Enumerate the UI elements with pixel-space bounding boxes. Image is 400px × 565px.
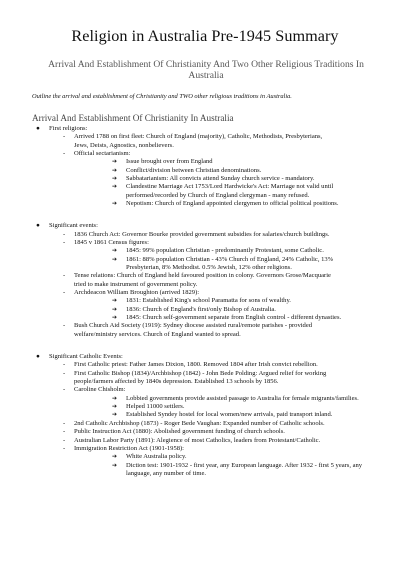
list-item: ➔ Helped 11000 settlers. <box>112 403 185 411</box>
arrow-icon: ➔ <box>112 167 118 174</box>
arrow-icon: ➔ <box>112 256 118 263</box>
page-title: Religion in Australia Pre-1945 Summary <box>71 27 339 45</box>
list-item: ● Significant events: <box>36 222 98 230</box>
dash-icon: - <box>63 444 66 452</box>
dash-icon: - <box>63 428 66 436</box>
list-item: - Bush Church Aid Society (1919): Sydney diocese assisted rural/remote parishes - provided <box>63 322 313 330</box>
section-heading: Arrival And Establishment Of Christianity In Australia <box>32 112 234 123</box>
list-item: - 2nd Catholic Archbishop (1873) - Roger Bede Vaughan: Expanded number of Catholic schools. <box>63 419 325 427</box>
list-item: - First Catholic Bishop (1834)/Archbishop (1842) - John Bede Polding: Argued relief for working <box>63 369 327 377</box>
list-item: - Caroline Chisholm: <box>63 386 126 394</box>
list-item: ➔ Clandestine Marriage Act 1753/Lord Hardwicke's Act: Marriage not valid until <box>112 183 334 191</box>
arrow-icon: ➔ <box>112 315 118 322</box>
arrow-icon: ➔ <box>112 159 118 166</box>
list-item: ➔ 1845: Church self-government separate from English control - different dynasties. <box>112 314 342 322</box>
dash-icon: - <box>63 289 66 296</box>
list-item: ● First religions: <box>36 124 88 132</box>
list-item: - 1845 v 1861 Census figures: <box>63 238 149 246</box>
list-item: ➔ 1831: Established King's school Paramatta for sons of wealthy. <box>112 297 291 305</box>
arrow-icon: ➔ <box>112 306 118 313</box>
list-item: ➔ Conflict/division between Christian denominations. <box>112 166 262 174</box>
arrow-icon: ➔ <box>112 175 118 182</box>
bullet-icon: ● <box>36 353 40 361</box>
dash-icon: - <box>63 230 66 238</box>
list-item-continued: Jews, Deists, Agnostics, nonbelievers. <box>74 141 174 149</box>
arrow-icon: ➔ <box>112 412 118 419</box>
list-item: ➔ 1845: 99% population Christian - predominantly Protestant, some Catholic. <box>112 247 324 255</box>
list-item: - Public Instruction Act (1880): Abolished government funding of church schools. <box>63 428 285 436</box>
section-significant-events <box>24 222 386 339</box>
dash-icon: - <box>63 238 66 246</box>
arrow-icon: ➔ <box>112 298 118 305</box>
dash-icon: - <box>63 149 66 157</box>
lead-question: Outline the arrival and establishment of Christianity and TWO other religious traditions in Australia. <box>32 92 292 100</box>
list-item: ➔ 1836: Church of England's first/only Bishop of Australia. <box>112 305 276 313</box>
list-item: ➔ Diction test: 1901-1932 - first year, any European language. After 1932 - first 5 years, any <box>112 461 363 469</box>
dash-icon: - <box>63 419 66 427</box>
list-item-continued: people/farmers affected by 1840s depression. Established 13 schools by 1856. <box>74 378 279 386</box>
arrow-icon: ➔ <box>112 248 118 255</box>
list-item: - 1836 Church Act: Governor Bourke provided government subsidies for salaries/church buildings. <box>63 230 330 238</box>
arrow-icon: ➔ <box>112 454 118 461</box>
list-item: - Official sectarianism: <box>63 149 131 157</box>
list-item-continued: language, any number of time. <box>126 469 206 477</box>
arrow-icon: ➔ <box>112 404 118 411</box>
dash-icon: - <box>63 361 66 369</box>
arrow-icon: ➔ <box>112 462 118 469</box>
list-item-continued: performed/recorded by Church of England clergyman - many refused. <box>126 191 310 199</box>
list-item: ➔ Sabbatarianism: All convicts attend Sunday church service - mandatory. <box>112 174 315 182</box>
list-item: - Tense relations: Church of England held favoured position in colony. Governors Grose/Macquarie <box>63 272 331 280</box>
section-catholic-events <box>24 353 386 478</box>
spacer <box>24 208 386 221</box>
bullet-icon: ● <box>36 124 40 132</box>
dash-icon: - <box>63 369 66 377</box>
list-item: - Arrived 1788 on first fleet: Church of England (majority), Catholic, Methodists, Presbyterians, <box>63 133 323 141</box>
arrow-icon: ➔ <box>112 184 118 191</box>
list-item: ● Significant Catholic Events: <box>36 353 123 361</box>
spacer <box>24 339 386 352</box>
dash-icon: - <box>63 386 66 394</box>
list-item: ➔ Established Syndey hostel for local women/new arrivals, paid transport inland. <box>112 411 333 419</box>
list-item: ➔ Issue brought over from England <box>112 158 213 166</box>
arrow-icon: ➔ <box>112 395 118 402</box>
arrow-icon: ➔ <box>112 200 118 207</box>
dash-icon: - <box>63 272 66 280</box>
list-item-continued: welfare/ministry services. Church of England wanted to spread. <box>74 330 241 338</box>
list-item: ➔ White Australia policy. <box>112 453 187 461</box>
list-item: - Archdeacon William Broughton (arrived 1829): <box>63 289 200 296</box>
dash-icon: - <box>63 133 66 141</box>
dash-icon: - <box>63 436 66 444</box>
list-item: - Immigration Restriction Act (1901-1958): <box>63 444 185 452</box>
list-item: ➔ Lobbied governments provide assisted passage to Australia for female migrants/families. <box>112 394 359 402</box>
subtitle: Arrival And Establishment Of Christianity And Two Other Religious Traditions In Australia <box>48 59 364 82</box>
list-item: - First Catholic priest: Father James Dixion, 1800. Removed 1804 after Irish convict rebellion. <box>63 361 318 369</box>
section-first-religions <box>24 125 386 208</box>
list-item: ➔ 1861: 88% population Christian - 43% Church of England, 24% Catholic, 13% <box>112 255 334 263</box>
list-item-continued: tried to make instrument of government policy. <box>74 280 198 288</box>
list-item: - Australian Labor Party (1891): Alegience of most Catholics, leaders from Protestant/Catholic. <box>63 436 321 444</box>
list-item-continued: Presbyterian, 8% Methodist. 0.5% Jewish, 12% other religions. <box>126 263 292 271</box>
bullet-icon: ● <box>36 222 40 230</box>
dash-icon: - <box>63 322 66 330</box>
list-item: ➔ Nepotism: Church of England appointed clergymen to official political positions. <box>112 199 339 207</box>
